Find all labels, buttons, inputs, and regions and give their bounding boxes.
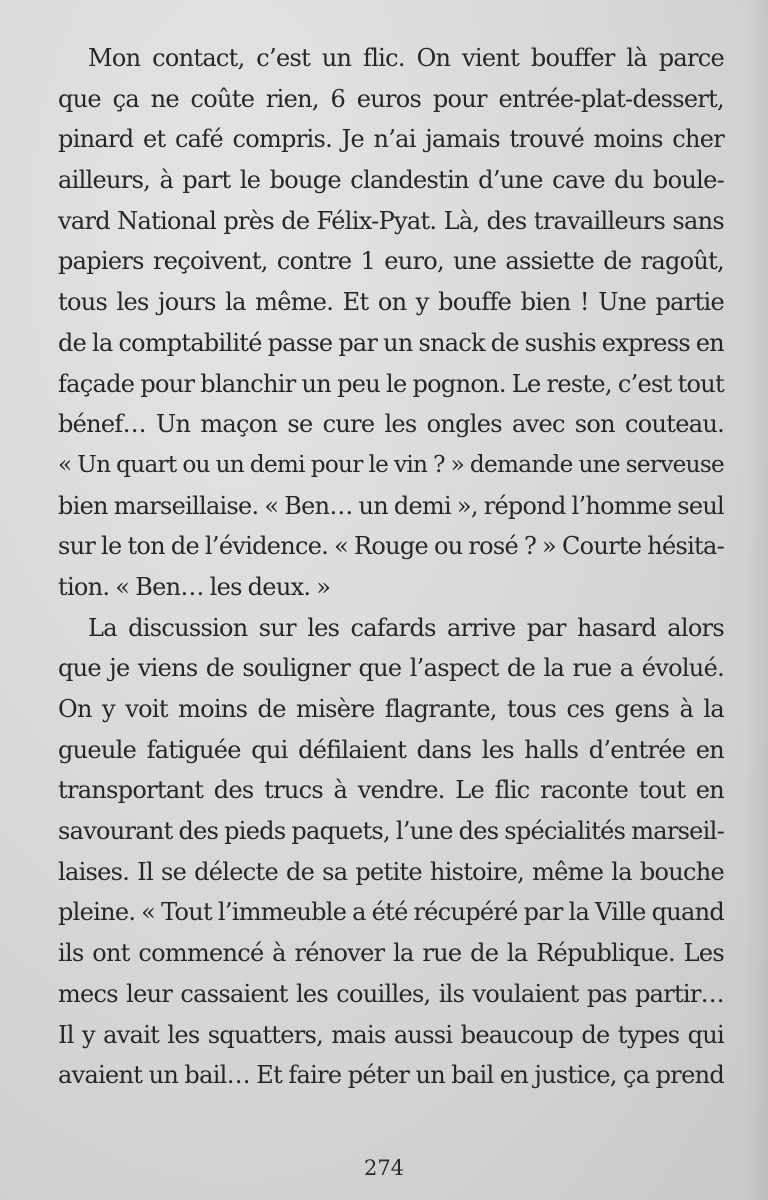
text-line: savourant des pieds paquets, l’une des spécialités marseil-: [58, 817, 724, 846]
text-line: mecs leur cassaient les couilles, ils voulaient pas partir…: [58, 979, 724, 1008]
text-line: La discussion sur les cafards arrive par hasard alors: [88, 613, 724, 642]
text-line: ailleurs, à part le bouge clandestin d’une cave du boule-: [58, 166, 724, 195]
text-line: pleine. « Tout l’immeuble a été récupéré par la Ville quand: [58, 898, 724, 927]
text-line: transportant des trucs à vendre. Le flic raconte tout en: [58, 776, 724, 805]
text-line: tion. « Ben… les deux. »: [58, 572, 331, 601]
text-line: façade pour blanchir un peu le pognon. Le reste, c’est tout: [58, 369, 724, 398]
text-line: « Un quart ou un demi pour le vin ? » demande une serveuse: [58, 451, 724, 478]
text-line: que je viens de souligner que l’aspect de la rue a évolué.: [58, 654, 724, 683]
text-line: papiers reçoivent, contre 1 euro, une assiette de ragoût,: [58, 247, 724, 276]
text-line: ils ont commencé à rénover la rue de la République. Les: [58, 939, 724, 968]
page-edge-shadow: [746, 0, 768, 1200]
text-line: laises. Il se délecte de sa petite histoire, même la bouche: [58, 857, 724, 886]
text-line: bien marseillaise. « Ben… un demi », répond l’homme seul: [58, 491, 724, 520]
text-line: gueule fatiguée qui défilaient dans les halls d’entrée en: [58, 735, 724, 764]
page-number: 274: [363, 1156, 405, 1180]
text-line: de la comptabilité passe par un snack de sushis express en: [58, 328, 724, 357]
text-line: avaient un bail… Et faire péter un bail en justice, ça prend: [58, 1061, 724, 1090]
text-line: tous les jours la même. Et on y bouffe bien ! Une partie: [58, 288, 724, 317]
text-line: pinard et café compris. Je n’ai jamais trouvé moins cher: [58, 125, 724, 154]
text-line: que ça ne coûte rien, 6 euros pour entrée-plat-dessert,: [58, 84, 724, 113]
body-text: [58, 38, 724, 1096]
text-line: sur le ton de l’évidence. « Rouge ou rosé ? » Courte hésita-: [58, 532, 724, 561]
text-line: Il y avait les squatters, mais aussi beaucoup de types qui: [58, 1020, 724, 1049]
text-line: On y voit moins de misère flagrante, tous ces gens à la: [58, 695, 724, 723]
text-line: Mon contact, c’est un flic. On vient bouffer là parce: [88, 44, 724, 72]
text-line: vard National près de Félix-Pyat. Là, des travailleurs sans: [58, 206, 724, 235]
text-line: bénef… Un maçon se cure les ongles avec son couteau.: [58, 410, 724, 439]
